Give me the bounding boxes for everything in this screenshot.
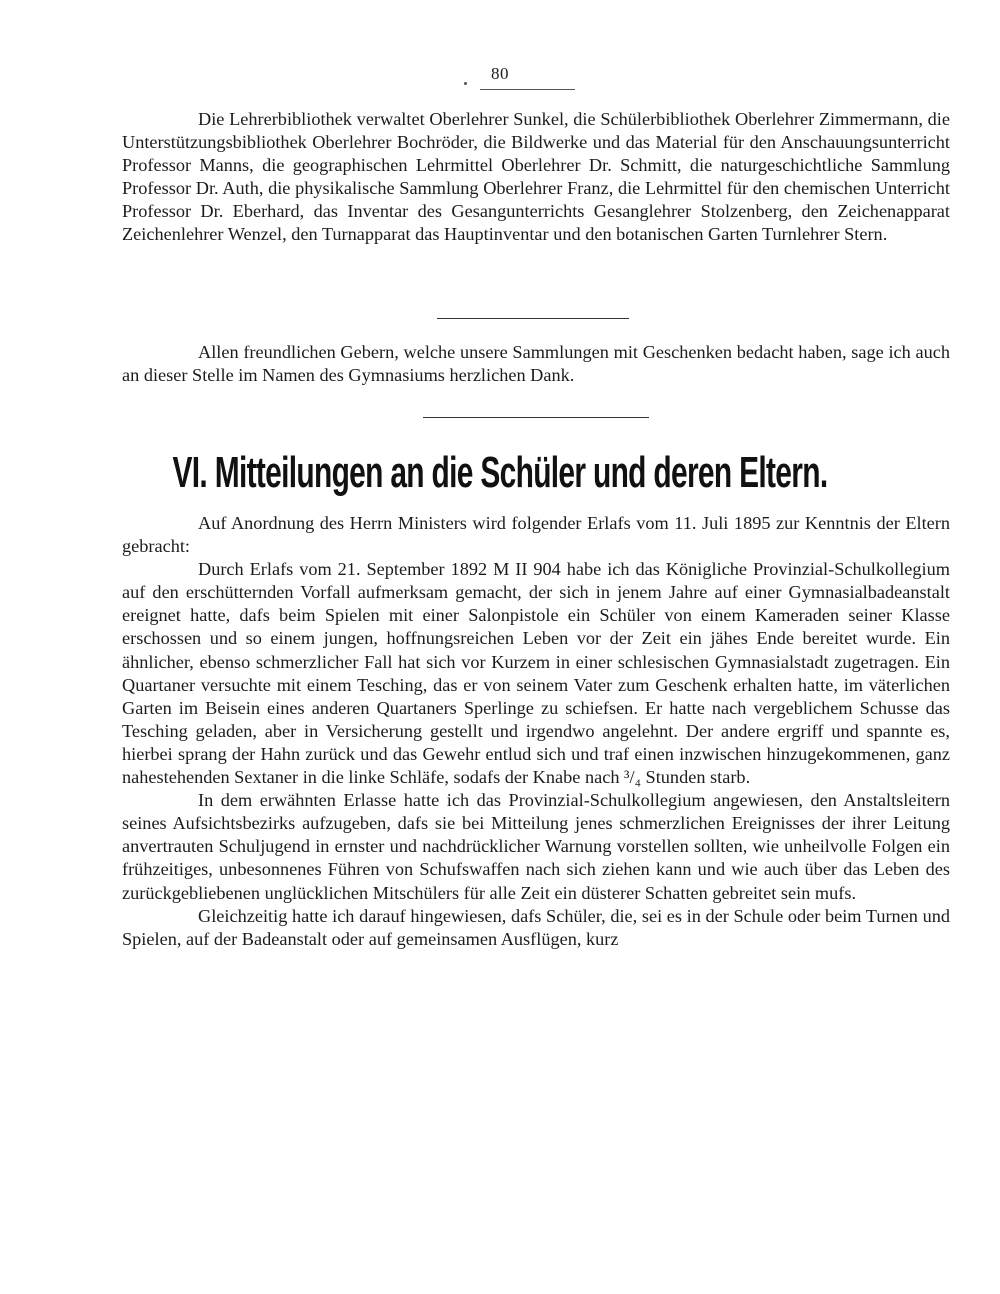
decree-paragraph-3: Gleichzeitig hatte ich darauf hingewiesen, dafs Schüler, die, sei es in der Schule oder beim Turnen und Spielen, auf der Badeanstalt oder auf gemeinsamen Ausflügen, kurz: [122, 905, 950, 949]
page-number-rule: [480, 89, 575, 90]
separator-rule: [437, 318, 629, 319]
separator-rule: [423, 417, 649, 418]
decree-paragraph-2: In dem erwähnten Erlasse hatte ich das Provinzial-Schulkollegium angewiesen, den Anstaltsleitern seines Aufsichtsbezirks aufzugeben, dafs sie bei Mitteilung jenes schmerzlichen Ereignisses der ihrer Leitung anvertrauten Schuljugend in ernster und nachdrücklicher Warnung vorstellen sollten, wie unheilvolle Folgen ein frühzeitiges, unbesonnenes Führen von Schufswaffen nach sich ziehen kann und wie auch über das Leben des zurückgebliebenen unglücklichen Mitschülers für alle Zeit ein düsterer Schatten gebreitet sein mufs.: [122, 790, 950, 903]
decree-text-block: [122, 512, 950, 951]
decree-paragraph-1: Durch Erlafs vom 21. September 1892 M II 904 habe ich das Königliche Provinzial-Schulkollegium auf den erschütternden Vorfall aufmerksam gemacht, der sich in jenem Jahre auf einer Gymnasialbadeanstalt ereignet hatte, dafs beim Spielen mit einer Salonpistole ein Schüler von einem Kameraden seiner Klasse erschossen und so einem jungen, hoffnungsreichen Leben vor der Zeit ein jähes Ende bereitet wurde. Ein ähnlicher, ebenso schmerzlicher Fall hat sich vor Kurzem in einer schlesischen Gymnasialstadt zugetragen. Ein Quartaner versuchte mit einem Tesching, das er von seinem Vater zum Geschenk erhalten hatte, im väterlichen Garten im Beisein eines anderen Quartaners Sperlinge zu schiefsen. Er hatte nach vergeblichem Schusse das Tesching geladen, aber in Versicherung gestellt und irgendwo angelehnt. Der andere ergriff und spannte es, hierbei sprang der Hahn zurück und das Gewehr entlud sich und traf einen inzwischen hinzugekommenen, ganz nahestehenden Sextaner in die linke Schläfe, sodafs der Knabe nach ³/₄ Stunden starb.: [122, 559, 950, 788]
page-number-dot: [464, 82, 467, 85]
collections-paragraph-block: [122, 108, 950, 247]
page-number: 80: [491, 64, 509, 83]
section-heading: VI. Mitteilungen an die Schüler und deren Eltern.: [172, 448, 828, 497]
thanks-paragraph-block: [122, 341, 950, 387]
collections-paragraph: Die Lehrerbibliothek verwaltet Oberlehrer Sunkel, die Schülerbibliothek Oberlehrer Zimmermann, die Unterstützungsbibliothek Oberlehrer Bochröder, die Bildwerke und das Material für den Anschauungsunterricht Professor Manns, die geographischen Lehrmittel Oberlehrer Dr. Schmitt, die naturgeschichtliche Sammlung Professor Dr. Auth, die physikalische Sammlung Oberlehrer Franz, die Lehrmittel für den chemischen Unterricht Professor Dr. Eberhard, das Inventar des Gesangunterrichts Gesanglehrer Stolzenberg, den Zeichenapparat Zeichenlehrer Wenzel, den Turnapparat das Hauptinventar und den botanischen Garten Turnlehrer Stern.: [122, 109, 950, 245]
thanks-paragraph: Allen freundlichen Gebern, welche unsere Sammlungen mit Geschenken bedacht haben, sage ich auch an dieser Stelle im Namen des Gymnasiums herzlichen Dank.: [122, 342, 950, 386]
decree-intro-paragraph: Auf Anordnung des Herrn Ministers wird folgender Erlafs vom 11. Juli 1895 zur Kenntnis der Eltern gebracht:: [122, 513, 950, 557]
